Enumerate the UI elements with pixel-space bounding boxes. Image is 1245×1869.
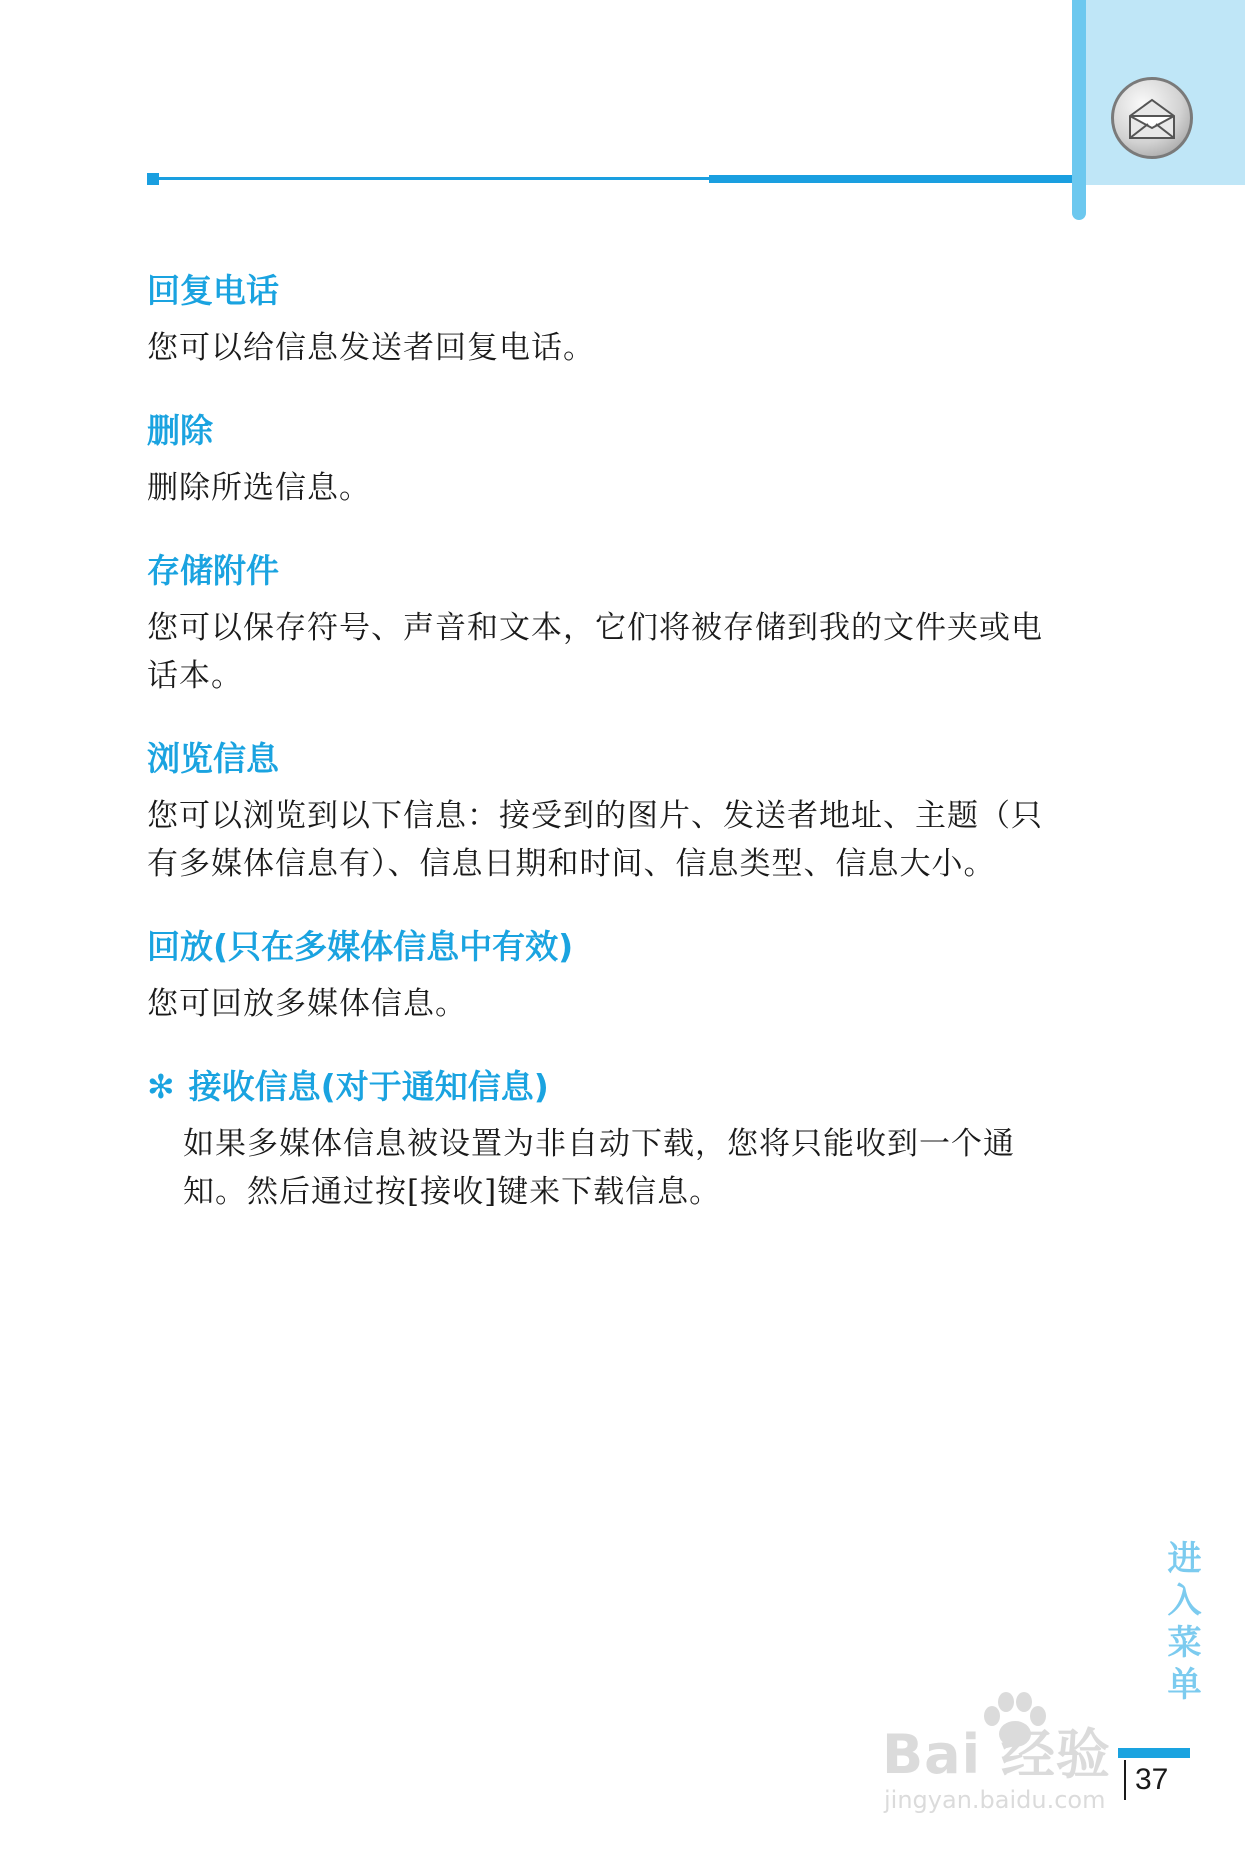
note-heading <box>147 1064 1107 1110</box>
watermark-main: Bai 经验 <box>882 1723 1111 1786</box>
section-body: 删除所选信息。 <box>147 470 371 506</box>
asterisk-icon: ✻ <box>147 1067 175 1106</box>
section-body <box>147 792 1107 888</box>
watermark-sub: jingyan.baidu.com <box>884 1786 1106 1814</box>
body-line: 您可以浏览到以下信息：接受到的图片、发送者地址、主题（只 <box>147 798 1043 834</box>
body-line: 有多媒体信息有）、信息日期和时间、信息类型、信息大小。 <box>147 846 996 882</box>
header-rule-thick <box>709 175 1072 183</box>
paw-icon <box>978 1690 1050 1750</box>
page-content <box>147 268 1107 1216</box>
section-delete <box>147 408 1107 512</box>
section-body: 您可以给信息发送者回复电话。 <box>147 330 595 366</box>
note-body <box>147 1120 1107 1216</box>
note-heading-text: 接收信息(对于通知信息) <box>188 1067 549 1106</box>
note-receive-message <box>147 1064 1107 1216</box>
section-heading: 回放(只在多媒体信息中有效) <box>147 927 574 966</box>
body-line: 话本。 <box>147 658 243 694</box>
section-heading: 存储附件 <box>147 551 279 590</box>
note-line: 如果多媒体信息被设置为非自动下载，您将只能收到一个通 <box>183 1126 1015 1162</box>
header-side-band-edge <box>1072 0 1086 220</box>
section-view-info <box>147 736 1107 888</box>
header-rule-thin <box>159 177 709 180</box>
page-marker-bar <box>1118 1748 1190 1758</box>
page-number: 37 <box>1135 1763 1169 1796</box>
chapter-side-tab: 进入菜单 <box>1161 1540 1201 1708</box>
header-rule-dot <box>147 173 159 185</box>
section-reply-call <box>147 268 1107 372</box>
section-heading: 删除 <box>147 411 213 450</box>
page-marker-line <box>1124 1760 1126 1800</box>
body-line: 您可以保存符号、声音和文本，它们将被存储到我的文件夹或电 <box>147 610 1043 646</box>
envelope-icon <box>1111 77 1193 159</box>
section-body <box>147 604 1107 700</box>
section-heading: 回复电话 <box>147 271 279 310</box>
section-save-attachment <box>147 548 1107 700</box>
note-line: 知。然后通过按[接收]键来下载信息。 <box>183 1174 722 1210</box>
section-playback <box>147 924 1107 1028</box>
section-body: 您可回放多媒体信息。 <box>147 986 467 1022</box>
section-heading: 浏览信息 <box>147 739 279 778</box>
